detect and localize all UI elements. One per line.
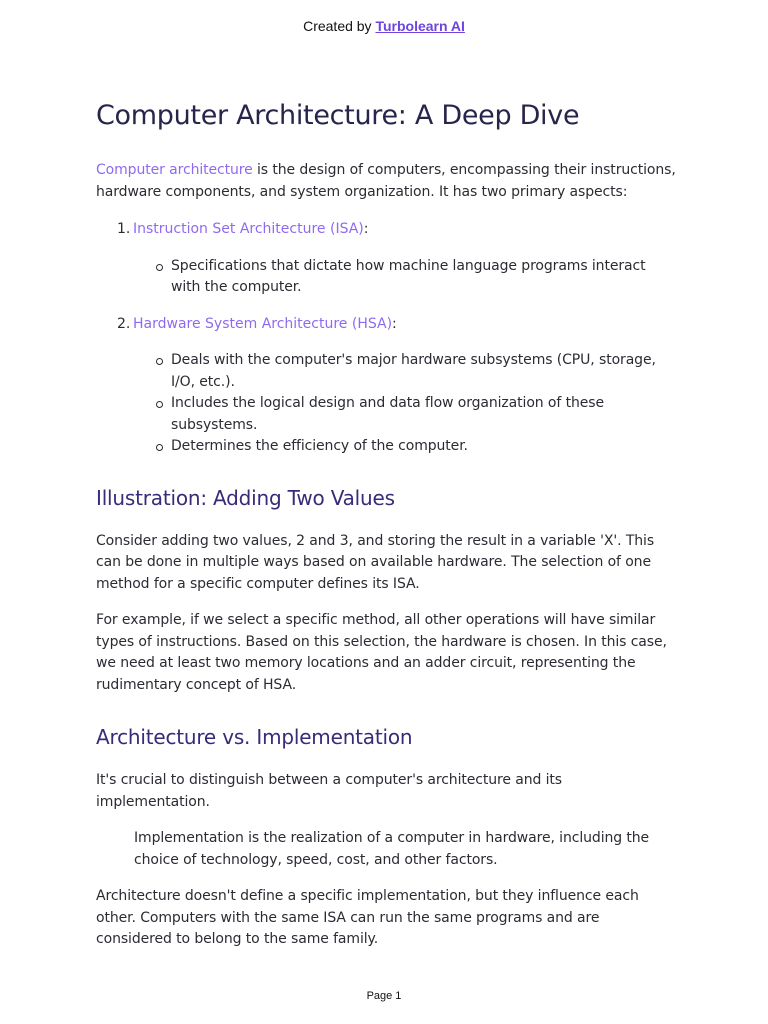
bullet-icon	[156, 444, 163, 451]
implementation-quote: Implementation is the realization of a computer in hardware, including the choice of technology, speed, cost, and other factors.	[134, 830, 650, 868]
aspects-list	[96, 219, 676, 458]
list-item	[96, 393, 676, 436]
illustration-paragraph-1: Consider adding two values, 2 and 3, and storing the result in a variable 'X'. This can be done in multiple ways based on available hardware. The selection of one method for a specific computer defines its ISA.	[96, 532, 655, 592]
arch-vs-impl-paragraph-1: It's crucial to distinguish between a computer's architecture and its implementation.	[96, 772, 562, 810]
term-computer-architecture: Computer architecture	[96, 162, 253, 178]
aspect-number: 1.	[117, 221, 131, 237]
page-title: Computer Architecture: A Deep Dive	[96, 100, 580, 131]
hsa-bullets	[96, 350, 676, 458]
bullet-icon	[156, 358, 163, 365]
page-number: Page 1	[366, 990, 402, 1002]
section-heading-arch-vs-impl: Architecture vs. Implementation	[96, 725, 413, 749]
bullet-text: Includes the logical design and data flow organization of these subsystems.	[171, 395, 604, 433]
term-suffix: :	[392, 315, 397, 332]
illustration-paragraph-2: For example, if we select a specific method, all other operations will have similar types of instructions. Based on this selection, the hardware is chosen. In this case, we need at least two memory locations and an adder circuit, representing the rudimentary concept of HSA.	[96, 612, 667, 693]
aspect-item-hsa	[96, 314, 676, 458]
list-item	[96, 256, 676, 299]
intro-paragraph	[96, 160, 676, 203]
bullet-icon	[156, 264, 163, 271]
document-body	[96, 96, 676, 951]
aspect-number: 2.	[117, 315, 131, 332]
created-by-prefix: Created by	[303, 18, 372, 34]
list-item	[96, 350, 676, 393]
term-isa: Instruction Set Architecture (ISA)	[133, 221, 364, 237]
intro-text: is the design of computers, encompassing their instructions, hardware components, and system organization. It has two primary aspects:	[96, 162, 676, 200]
list-item	[96, 436, 676, 458]
aspect-item-isa	[96, 219, 676, 299]
created-by-credit	[0, 18, 768, 34]
bullet-text: Determines the efficiency of the computer.	[171, 438, 468, 454]
bullet-text: Deals with the computer's major hardware subsystems (CPU, storage, I/O, etc.).	[171, 352, 656, 390]
bullet-text: Specifications that dictate how machine language programs interact with the computer.	[171, 257, 646, 295]
arch-vs-impl-paragraph-2: Architecture doesn't define a specific implementation, but they influence each other. Computers with the same ISA can run the same programs and are considered to belong to the same family.	[96, 888, 639, 947]
bullet-icon	[156, 401, 163, 408]
turbolearn-link[interactable]: Turbolearn AI	[375, 18, 465, 34]
term-suffix: :	[363, 221, 369, 237]
term-hsa: Hardware System Architecture (HSA)	[133, 315, 393, 332]
section-heading-illustration: Illustration: Adding Two Values	[96, 485, 395, 510]
isa-bullets	[96, 256, 676, 299]
